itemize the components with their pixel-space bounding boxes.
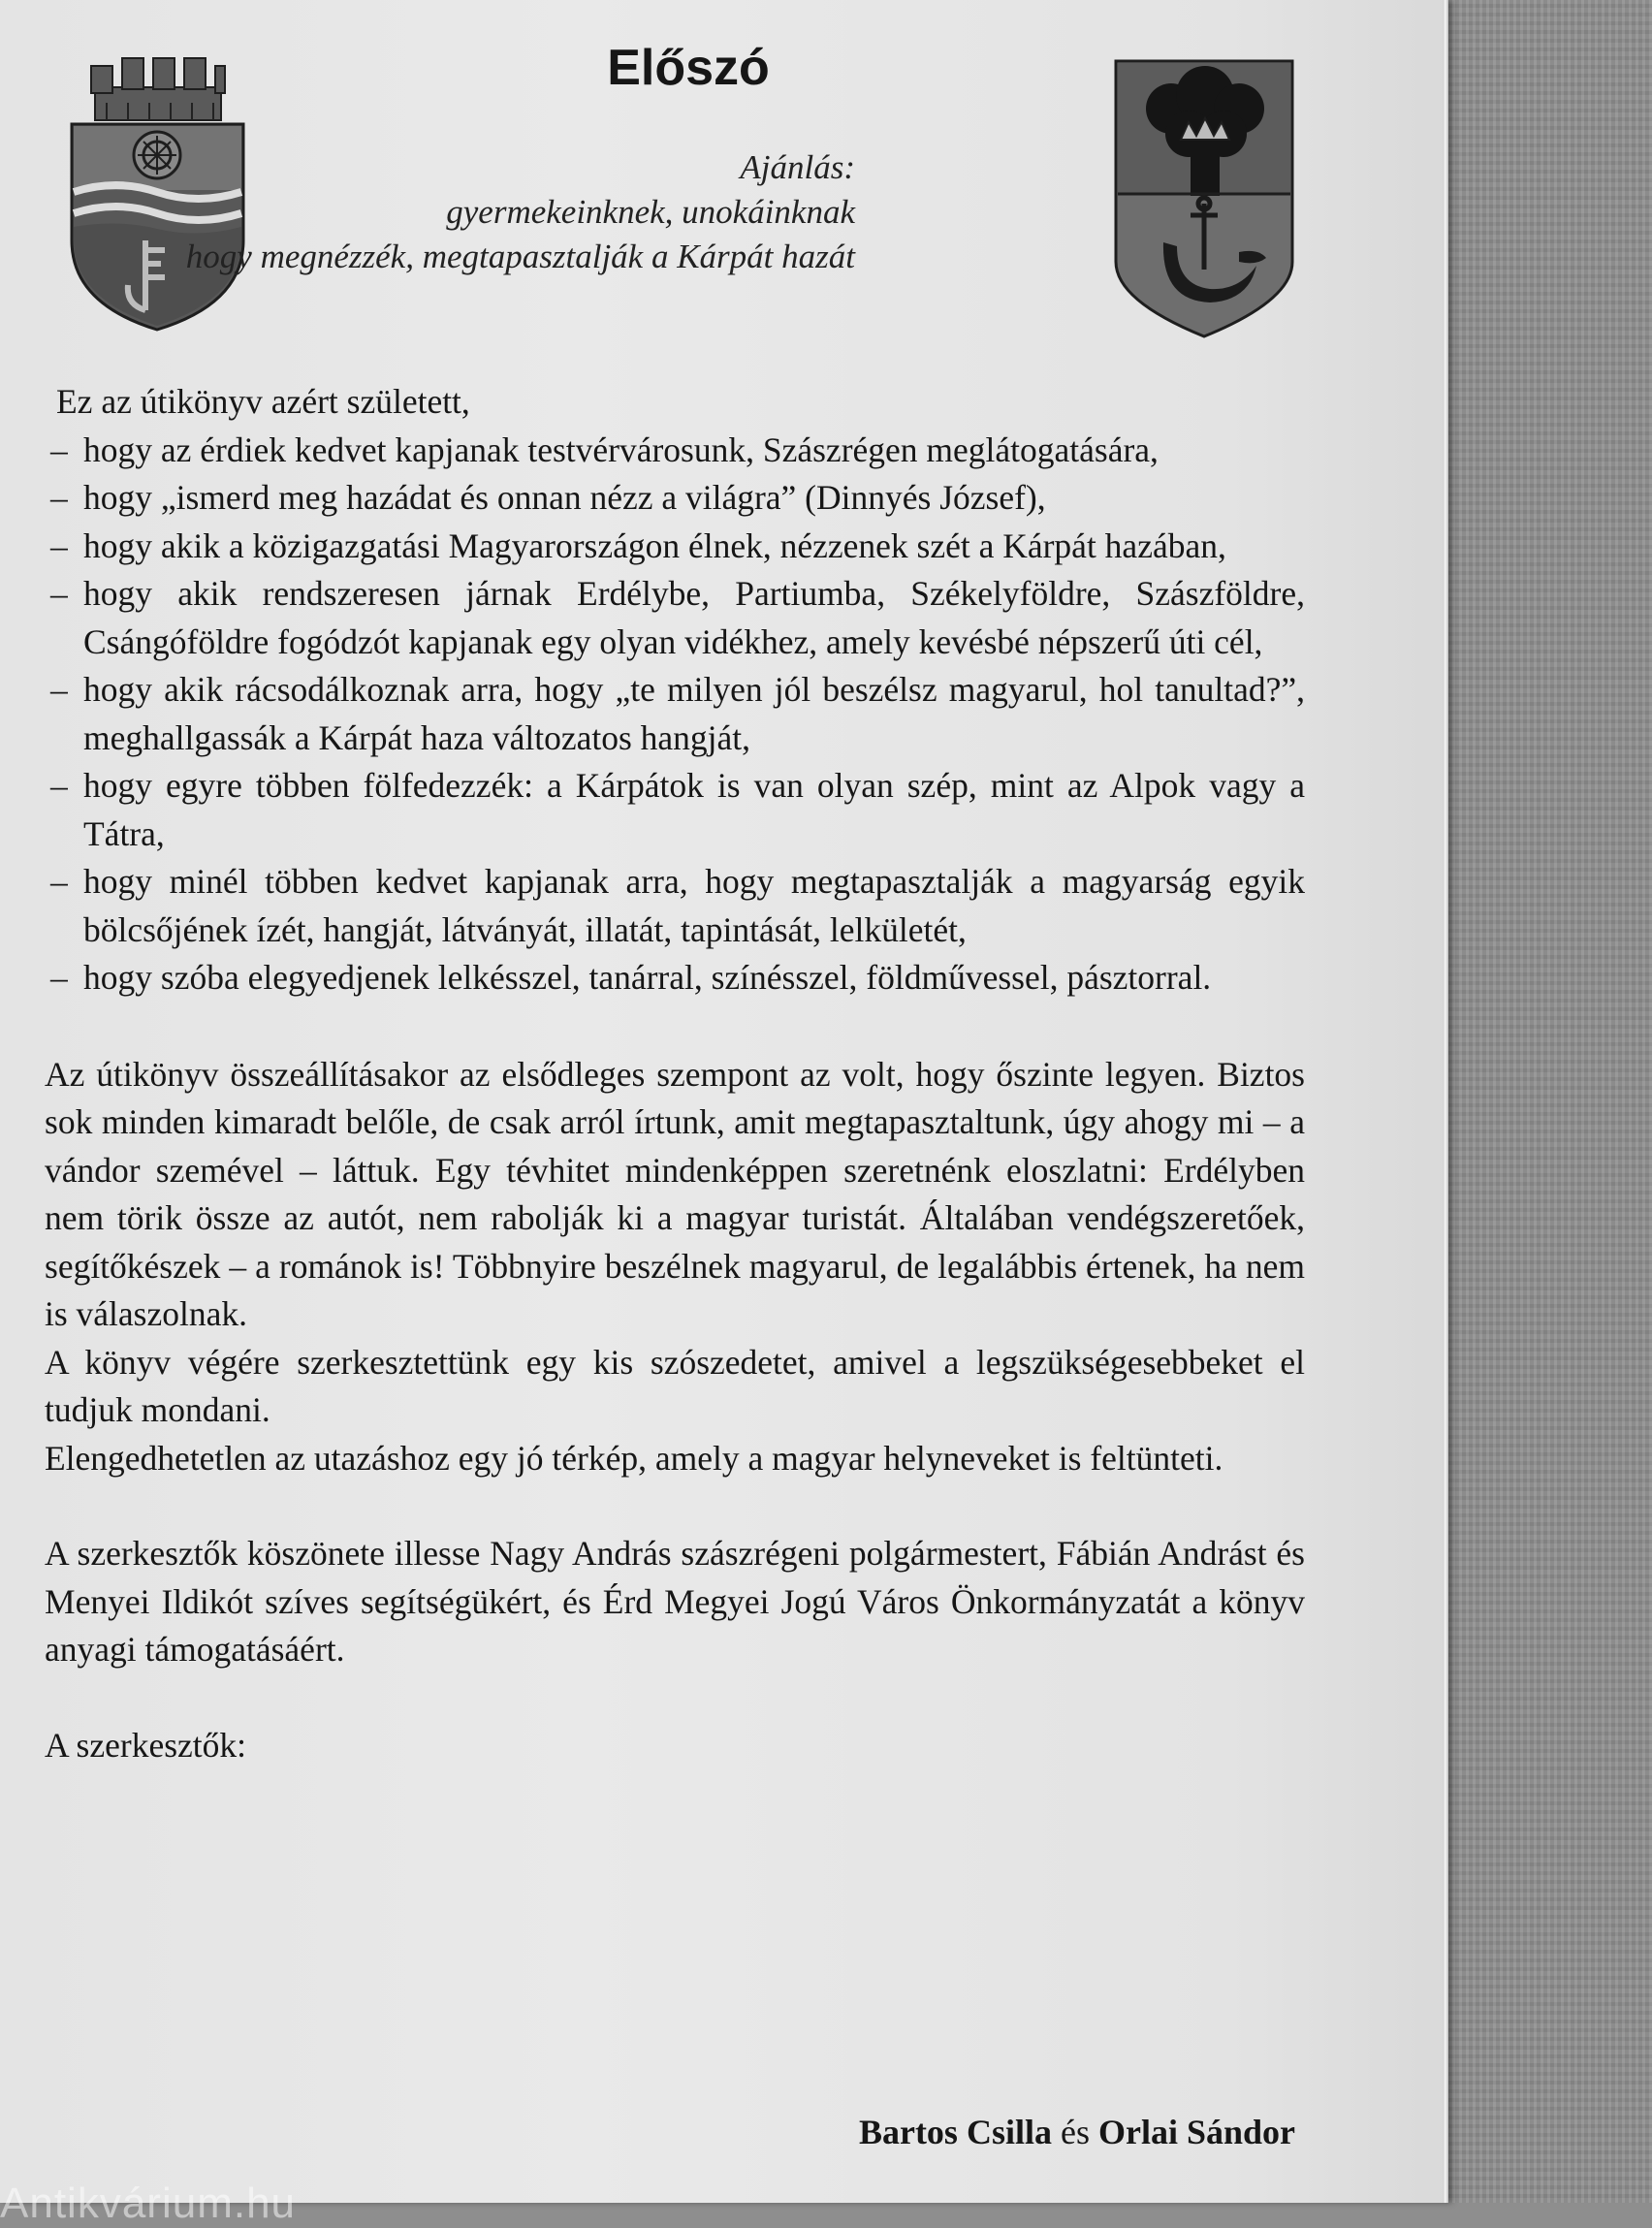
purpose-list (45, 427, 1305, 1003)
list-item-text: hogy szóba elegyedjenek lelkésszel, tanárral, színésszel, földművessel, pásztorral. (83, 958, 1212, 997)
closing-line: A szerkesztők: (45, 1725, 247, 1765)
list-item (45, 666, 1305, 762)
list-item-text: hogy akik rendszeresen járnak Erdélybe, Partiumba, Székelyföldre, Szászföldre, Csángóföldre fogódzót kapjanak egy olyan vidékhez, amely kevésbé népszerű úti cél, (83, 574, 1305, 661)
intro-line: Ez az útikönyv azért született, (56, 382, 470, 421)
dash-marker: – (50, 478, 68, 517)
paragraph-gap (45, 1482, 1305, 1530)
dash-marker: – (50, 525, 68, 565)
dedication (186, 145, 855, 279)
right-coat-of-arms (1113, 58, 1295, 339)
crown-emblem (1181, 118, 1229, 140)
mural-crown (91, 58, 225, 120)
paragraph-gap (45, 1003, 1305, 1051)
list-item-text: hogy az érdiek kedvet kapjanak testvérvárosunk, Szászrégen meglátogatására, (83, 430, 1159, 469)
list-item (45, 570, 1305, 666)
paragraph-gap (45, 1674, 1305, 1722)
paragraph-glossary: A könyv végére szerkesztettünk egy kis szószedetet, amivel a legszükségesebbeket el tudjuk mondani. (45, 1342, 1305, 1429)
dash-marker: – (50, 862, 68, 901)
dash-marker: – (50, 670, 68, 709)
dash-marker: – (50, 766, 68, 805)
list-item (45, 954, 1305, 1003)
body-text (45, 378, 1305, 1769)
editor-name: Bartos Csilla (858, 2113, 1052, 2151)
list-item-text: hogy akik rácsodálkoznak arra, hogy „te milyen jól beszélsz magyarul, hol tanultad?”, meghallgassák a Kárpát haza változatos hangját, (83, 670, 1305, 757)
editor-name: Orlai Sándor (1097, 2113, 1295, 2151)
list-item (45, 427, 1305, 475)
list-item-text: hogy egyre többen fölfedezzék: a Kárpátok is van olyan szép, mint az Alpok vagy a Tátra, (83, 766, 1305, 853)
dedication-heading: Ajánlás: (740, 148, 855, 186)
signature (859, 2112, 1295, 2152)
list-item-text: hogy minél többen kedvet kapjanak arra, hogy megtapasztalják a magyarság egyik bölcsőjének ízét, hangját, látványát, illatát, tapintását, lelkületét, (83, 862, 1305, 949)
list-item (45, 858, 1305, 954)
list-item-text: hogy akik a közigazgatási Magyarországon élnek, nézzenek szét a Kárpát hazában, (83, 525, 1226, 565)
page-title: Előszó (607, 40, 770, 96)
conjunction: és (1060, 2113, 1090, 2151)
dedication-line: gyermekeinknek, unokáinknak (446, 193, 855, 231)
list-item (45, 523, 1305, 571)
paragraph-honesty: Az útikönyv összeállításakor az elsődleges szempont az volt, hogy őszinte legyen. Biztos sok minden kimaradt belőle, de csak arról írtunk, amit megtapasztaltunk, úgy ahogy mi – a vándor szemével – láttuk. Egy tévhitet mindenképpen szeretnénk eloszlatni: Erdélyben nem törik össze az autót, nem rabolják ki a magyar turistát. Általában vendégszeretőek, segítőkészek – a románok is! Többnyire beszélnek magyarul, de legalábbis értenek, ha nem is válaszolnak. (45, 1054, 1305, 1333)
dash-marker: – (50, 430, 68, 469)
dash-marker: – (50, 958, 68, 997)
dedication-line: hogy megnézzék, megtapasztalják a Kárpát hazát (185, 238, 855, 275)
dash-marker: – (50, 574, 68, 613)
list-item (45, 474, 1305, 523)
list-item-text: hogy „ismerd meg hazádat és onnan nézz a világra” (Dinnyés József), (83, 478, 1046, 517)
page-edge (1443, 0, 1448, 2203)
paragraph-map: Elengedhetetlen az utazáshoz egy jó térkép, amely a magyar helyneveket is feltünteti. (45, 1438, 1223, 1478)
watermark: Antikvárium.hu (0, 2180, 297, 2227)
list-item (45, 762, 1305, 858)
paragraph-thanks: A szerkesztők köszönete illesse Nagy András szászrégeni polgármestert, Fábián Andrást és Menyei Ildikót szíves segítségükért, és Érd Megyei Jogú Város Önkormányzatát a könyv anyagi támogatásáért. (45, 1534, 1305, 1669)
